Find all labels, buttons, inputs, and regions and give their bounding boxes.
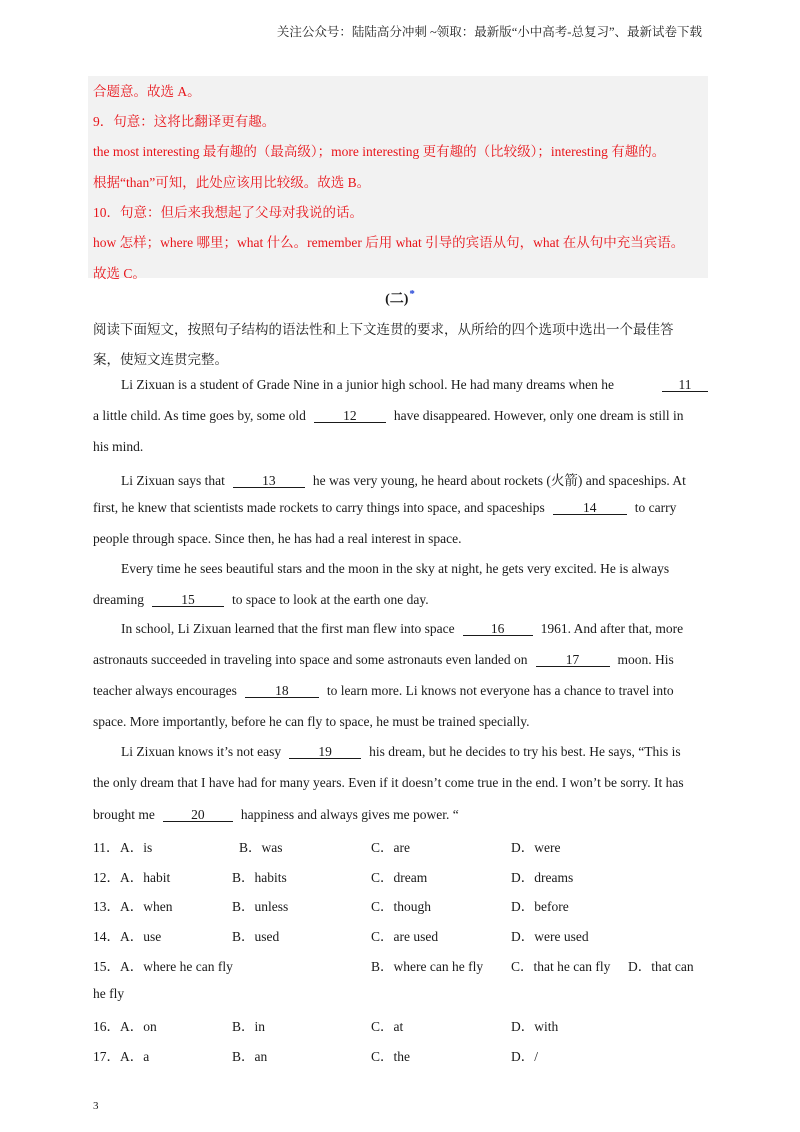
answer-line: the most interesting 最有趣的（最高级）；more interesting 更有趣的（比较级）；interesting 有趣的。 <box>93 144 666 159</box>
passage-text: astronauts succeeded in traveling into space and some astronauts even landed on <box>93 652 528 667</box>
answer-line: 故选 C。 <box>93 266 146 281</box>
question-row <box>93 1045 713 1065</box>
blank-11: 11 <box>662 378 708 392</box>
question-number: 11． <box>93 840 120 855</box>
passage-text: In school, Li Zixuan learned that the first man flew into space <box>121 621 455 636</box>
question-number: 15． <box>93 959 120 974</box>
blank-16: 16 <box>463 622 533 636</box>
option-b: B．an <box>232 1049 268 1064</box>
passage-line: the only dream that I have had for many years. Even if it doesn’t come true in the end. I won’t be sorry. It has <box>93 775 684 790</box>
option-d: D．were used <box>511 929 589 944</box>
question-number: 13． <box>93 899 120 914</box>
section-title-text: (二) <box>385 292 409 307</box>
blank-14: 14 <box>553 501 627 515</box>
page-number: 3 <box>93 1100 99 1112</box>
option-d: D．/ <box>511 1049 538 1064</box>
passage-line <box>93 807 459 823</box>
passage-line <box>121 469 686 489</box>
question-number: 14． <box>93 929 120 944</box>
option-b: B．was <box>239 840 283 855</box>
option-a: A．is <box>120 840 153 855</box>
option-d: D．were <box>511 840 561 855</box>
option-c: C．that he can fly <box>511 959 611 974</box>
option-c: C．dream <box>371 870 428 885</box>
passage-line: space. More importantly, before he can fly to space, he must be trained specially. <box>93 714 530 729</box>
passage-line: people through space. Since then, he has had a real interest in space. <box>93 531 462 546</box>
option-a: A．a <box>120 1049 150 1064</box>
answer-line: how 怎样；where 哪里；what 什么。remember 后用 what 引导的宾语从句，what 在从句中充当宾语。 <box>93 235 685 250</box>
option-a: A．habit <box>120 870 171 885</box>
passage-text: 1961. And after that, more <box>540 621 684 636</box>
passage-text: to learn more. Li knows not everyone has a chance to travel into <box>326 683 674 698</box>
blank-20: 20 <box>163 808 233 822</box>
question-number: 12． <box>93 870 120 885</box>
option-a: A．when <box>120 899 173 914</box>
option-c: C．at <box>371 1019 404 1034</box>
answer-line: 合题意。故选 A。 <box>93 84 201 99</box>
option-d: D．that can <box>628 959 694 974</box>
question-number: 17． <box>93 1049 120 1064</box>
blank-12: 12 <box>314 409 386 423</box>
passage-text: to space to look at the earth one day. <box>231 592 429 607</box>
option-b: B．used <box>232 929 280 944</box>
passage-text: happiness and always gives me power. “ <box>240 807 459 822</box>
passage-text: have disappeared. However, only one dream is still in <box>393 408 684 423</box>
option-c: C．are <box>371 840 410 855</box>
passage-text: first, he knew that scientists made rockets to carry things into space, and spaceships <box>93 500 545 515</box>
passage-line <box>93 500 676 516</box>
option-d: D．with <box>511 1019 559 1034</box>
passage-text: Li Zixuan is a student of Grade Nine in a junior high school. He had many dreams when he <box>121 377 615 392</box>
blank-17: 17 <box>536 653 610 667</box>
blank-15: 15 <box>152 593 224 607</box>
option-a: A．use <box>120 929 162 944</box>
question-row <box>93 836 713 856</box>
passage-line <box>121 621 683 637</box>
passage-line <box>93 592 429 608</box>
passage-text: he was very young, he heard about rockets (火箭) and spaceships. At <box>312 473 686 488</box>
question-row <box>93 866 713 886</box>
passage-text: Li Zixuan says that <box>121 473 225 488</box>
passage-line <box>93 683 674 699</box>
instructions-line: 案，使短文连贯完整。 <box>93 352 228 367</box>
passage-text: to carry <box>634 500 677 515</box>
passage-line <box>93 408 683 424</box>
answer-line: 根据“than”可知，此处应该用比较级。故选 B。 <box>93 175 371 190</box>
passage-line <box>93 652 674 668</box>
star-icon: * <box>409 288 415 300</box>
option-a: A．where he can fly <box>120 959 233 974</box>
option-c: C．though <box>371 899 432 914</box>
option-c: C．are used <box>371 929 439 944</box>
blank-18: 18 <box>245 684 319 698</box>
passage-text: his dream, but he decides to try his best. He says, “This is <box>369 744 681 759</box>
section-title <box>0 288 800 308</box>
question-row <box>93 1015 713 1035</box>
passage-text: a little child. As time goes by, some old <box>93 408 306 423</box>
answer-line: 10．句意：但后来我想起了父母对我说的话。 <box>93 205 363 220</box>
blank-19: 19 <box>289 745 361 759</box>
option-d: D．before <box>511 899 569 914</box>
page-header: 关注公众号：陆陆高分冲刺 ~领取：最新版“小中高考-总复习”、最新试卷下载 <box>276 25 702 39</box>
passage-text: moon. His <box>617 652 674 667</box>
passage-text: Li Zixuan knows it’s not easy <box>121 744 282 759</box>
question-row <box>93 925 713 945</box>
option-d: D．dreams <box>511 870 574 885</box>
question-number: 16． <box>93 1019 120 1034</box>
option-b: B．habits <box>232 870 287 885</box>
option-b: B．where can he fly <box>371 959 484 974</box>
passage-line: Every time he sees beautiful stars and the moon in the sky at night, he gets very excited. He is always <box>121 561 670 576</box>
question-row <box>93 955 713 975</box>
option-a: A．on <box>120 1019 157 1034</box>
passage-line <box>121 744 681 760</box>
passage-text: teacher always encourages <box>93 683 237 698</box>
option-b: B．unless <box>232 899 289 914</box>
option-d-continued: he fly <box>93 986 125 1001</box>
option-c: C．the <box>371 1049 410 1064</box>
passage-text: dreaming <box>93 592 144 607</box>
answer-line: 9．句意：这将比翻译更有趣。 <box>93 114 276 129</box>
passage-text: brought me <box>93 807 155 822</box>
passage-line <box>121 377 614 393</box>
blank-13: 13 <box>233 474 305 488</box>
option-b: B．in <box>232 1019 266 1034</box>
instructions-line: 阅读下面短文，按照句子结构的语法性和上下文连贯的要求，从所给的四个选项中选出一个最佳答 <box>93 322 674 337</box>
question-row <box>93 895 713 915</box>
passage-line: his mind. <box>93 439 144 454</box>
